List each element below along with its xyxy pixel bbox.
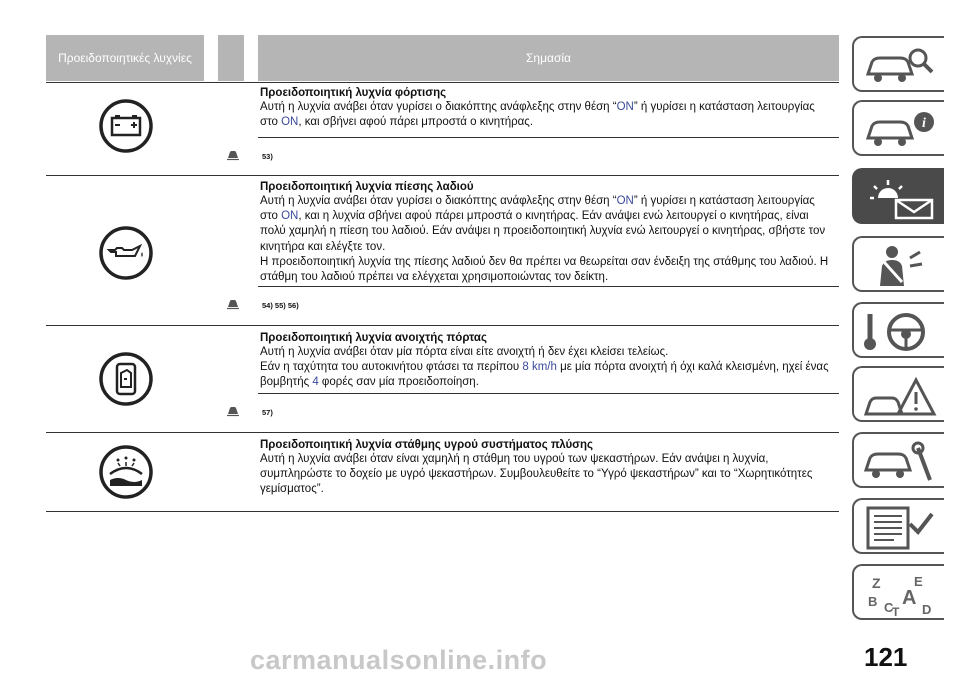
tab-technical-data[interactable] — [852, 498, 944, 554]
note-refs: 57) — [262, 408, 273, 417]
checklist-icon — [862, 506, 938, 550]
row-body: Αυτή η λυχνία ανάβει όταν μία πόρτα είναι είτε ανοιχτή ή δεν έχει κλείσει τελείως. Εάν η ταχύτητα του αυτοκινήτου φτάσει τα περίπου 8 km/h με μία πόρτα ανοιχτή ή όχι καλά κλεισμένη, ηχεί ένας βομβητής 4 φορές σαν μία προειδοποίηση. — [260, 346, 829, 389]
header-meaning: Σημασία — [258, 35, 839, 81]
warning-light-envelope-icon — [862, 176, 938, 220]
tab-starting-driving[interactable] — [852, 302, 944, 358]
row-divider — [46, 325, 839, 326]
tab-car-info[interactable] — [852, 100, 944, 156]
tab-car-search[interactable] — [852, 36, 944, 92]
car-search-icon — [862, 44, 938, 88]
svg-text:i: i — [922, 116, 926, 131]
alphabet-index-icon — [862, 572, 938, 616]
washer-fluid-icon — [98, 444, 154, 500]
row-body: Αυτή η λυχνία ανάβει όταν είναι χαμηλή η στάθμη του υγρού των ψεκαστήρων. Εάν ανάψει η λυχνία, συμπληρώστε το δοχείο με υγρό ψεκαστήρων. Συμβουλευθείτε το “Υγρό ψεκαστήρων” και το “Χωρητικότητες γεμίσματος”. — [260, 453, 813, 496]
page-number: 121 — [864, 642, 908, 672]
tab-maintenance[interactable] — [852, 432, 944, 488]
index-letter: D — [922, 602, 932, 616]
row-title: Προειδοποιητική λυχνία πίεσης λαδιού — [260, 181, 474, 193]
seatbelt-person-icon — [862, 244, 938, 288]
caution-car-icon — [226, 403, 240, 417]
steering-wheel-icon — [862, 310, 938, 354]
note-divider — [258, 286, 839, 287]
tab-index[interactable] — [852, 564, 944, 620]
header-spacer — [218, 35, 244, 81]
caution-car-icon — [226, 147, 240, 161]
row-body: Αυτή η λυχνία ανάβει όταν γυρίσει ο διακόπτης ανάφλεξης στην θέση “ON” ή γυρίσει η κατάσταση λειτουργίας στο ON, και σβήνει αφού πάρει μπροστά ο κινητήρας. — [260, 101, 815, 129]
index-letter: T — [892, 605, 900, 616]
index-letter: C — [884, 600, 894, 615]
index-letter: E — [914, 574, 923, 589]
caution-car-icon — [226, 296, 240, 310]
note-refs: 54) 55) 56) — [262, 301, 299, 310]
tab-warning-lights[interactable] — [852, 168, 944, 224]
battery-warning-icon — [98, 98, 154, 154]
row-divider — [46, 175, 839, 176]
row-divider — [46, 82, 839, 83]
note-divider — [258, 137, 839, 138]
car-wrench-icon — [862, 440, 938, 484]
row-title: Προειδοποιητική λυχνία φόρτισης — [260, 87, 447, 99]
tab-emergency[interactable] — [852, 366, 944, 422]
oil-pressure-icon — [98, 225, 154, 281]
car-info-icon — [862, 108, 938, 152]
row-body: Αυτή η λυχνία ανάβει όταν γυρίσει ο διακόπτης ανάφλεξης στην θέση “ON” ή γυρίσει η κατάσταση λειτουργίας στο ON, και η λυχνία σβήνει αφού πάρει μπροστά ο κινητήρας. Εάν ανάψει ενώ λειτουργεί ο κινητήρας, είναι πολύ χαμηλή η πίεση του λαδιού. Εάν ανάψει η προειδοποιητική λυχνία ενώ λειτουργεί ο κινητήρας, σβήστε τον κινητήρα και ελέγξτε τον. Η προειδοποιητική λυχνία της πίεσης λαδιού δεν θα πρέπει να θεωρείται σαν ένδειξη της στάθμης του λαδιού. Η στάθμη του λαδιού πρέπει να ελέγχεται χρησιμοποιώντας τον δείκτη. — [260, 195, 829, 284]
table-header — [46, 35, 839, 81]
index-letter: A — [902, 587, 917, 609]
index-letter: B — [868, 594, 878, 609]
row-title: Προειδοποιητική λυχνία ανοιχτής πόρτας — [260, 332, 487, 344]
tab-safety[interactable] — [852, 236, 944, 292]
note-divider — [258, 393, 839, 394]
watermark: carmanualsonline.info — [250, 645, 548, 675]
row-divider — [46, 511, 839, 512]
row-divider — [46, 432, 839, 433]
header-warning-lights: Προειδοποιητικές λυχνίες — [46, 35, 204, 81]
row-title: Προειδοποιητική λυχνία στάθμης υγρού συστήματος πλύσης — [260, 439, 594, 451]
door-open-icon — [98, 351, 154, 407]
note-refs: 53) — [262, 152, 273, 161]
warning-triangle-car-icon — [862, 374, 938, 418]
index-letter: Z — [872, 575, 881, 591]
